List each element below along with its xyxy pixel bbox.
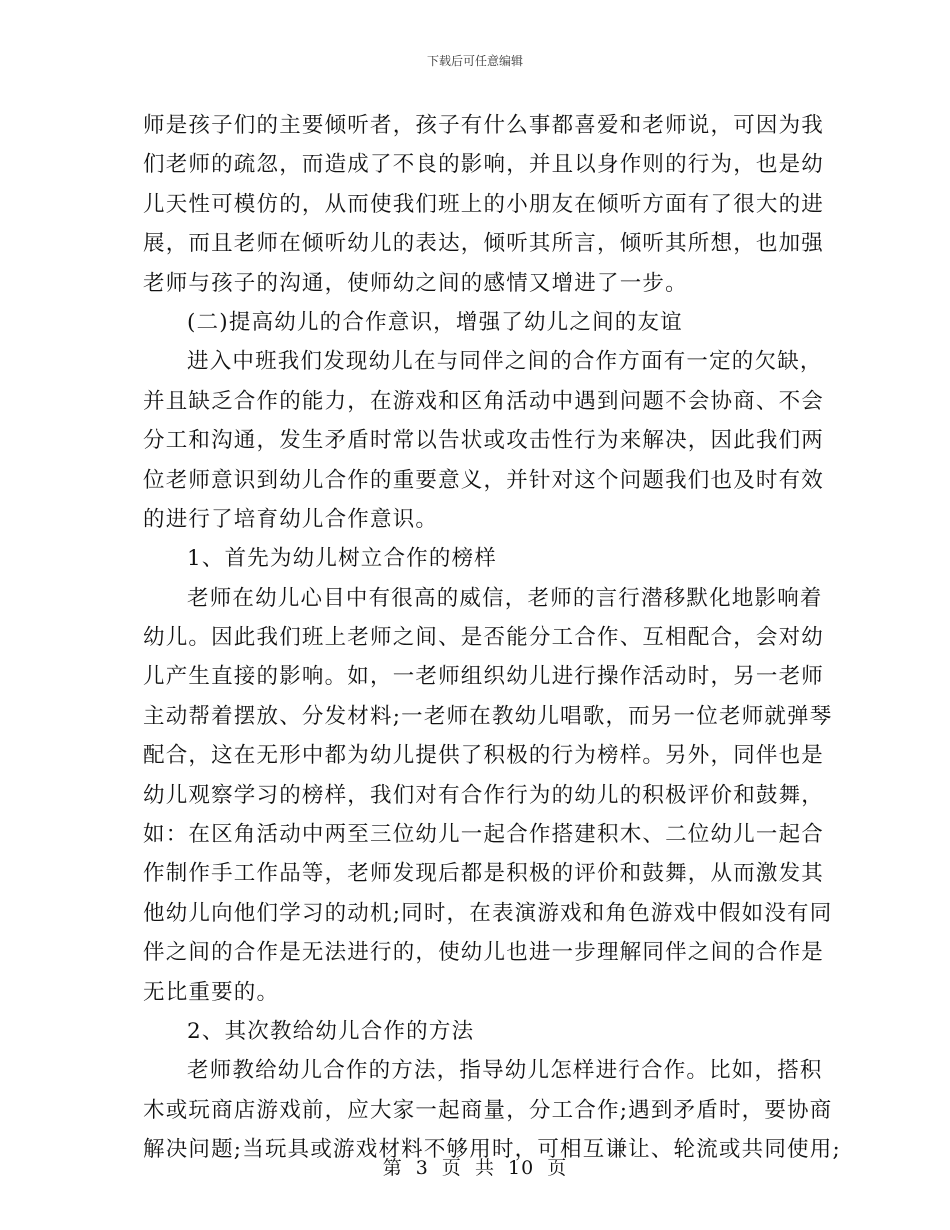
text-line: 木或玩商店游戏前，应大家一起商量，分工合作;遇到矛盾时，要协商: [143, 1097, 833, 1123]
text-line: 主动帮着摆放、分发材料;一老师在教幼儿唱歌，而另一位老师就弹琴: [143, 703, 833, 729]
text-line: 作制作手工作品等，老师发现后都是积极的评价和鼓舞，从而激发其: [143, 861, 825, 887]
text-line: 幼儿。因此我们班上老师之间、是否能分工合作、互相配合，会对幼: [143, 625, 825, 651]
body-text: [143, 106, 841, 1170]
footer-current-page: 3: [415, 1157, 429, 1179]
text-line: 幼儿观察学习的榜样，我们对有合作行为的幼儿的积极评价和鼓舞，: [143, 782, 825, 808]
page-header-note: 下载后可任意编辑: [426, 54, 523, 68]
text-line: 儿天性可模仿的，从而使我们班上的小朋友在倾听方面有了很大的进: [143, 191, 825, 217]
text-line: 无比重要的。: [143, 979, 280, 1005]
page-footer: [0, 1153, 950, 1180]
text-line: 展，而且老师在倾听幼儿的表达，倾听其所言，倾听其所想，也加强: [143, 231, 825, 257]
text-line: 他幼儿向他们学习的动机;同时，在表演游戏和角色游戏中假如没有同: [143, 900, 833, 926]
footer-suffix: 页: [547, 1157, 568, 1179]
text-line: 1、首先为幼儿树立合作的榜样: [187, 546, 497, 572]
text-line: 并且缺乏合作的能力，在游戏和区角活动中遇到问题不会协商、不会: [143, 388, 825, 414]
text-line: (二)提高幼儿的合作意识，增强了幼儿之间的友谊: [187, 309, 683, 335]
text-line: 老师与孩子的沟通，使师幼之间的感情又增进了一步。: [143, 270, 688, 296]
text-line: 如：在区角活动中两至三位幼儿一起合作搭建积木、二位幼儿一起合: [143, 822, 825, 848]
text-line: 师是孩子们的主要倾听者，孩子有什么事都喜爱和老师说，可因为我: [143, 113, 825, 138]
text-line: 2、其次教给幼儿合作的方法: [187, 1018, 475, 1044]
text-line: 们老师的疏忽，而造成了不良的影响，并且以身作则的行为，也是幼: [143, 152, 825, 178]
text-line: 进入中班我们发现幼儿在与同伴之间的合作方面有一定的欠缺，: [187, 349, 823, 375]
footer-total-word: 共: [474, 1157, 495, 1179]
text-line: 儿产生直接的影响。如，一老师组织幼儿进行操作活动时，另一老师: [143, 664, 825, 690]
footer-prefix: 第: [382, 1157, 403, 1179]
text-line: 配合，这在无形中都为幼儿提供了积极的行为榜样。另外，同伴也是: [143, 743, 825, 769]
text-line: 老师教给幼儿合作的方法，指导幼儿怎样进行合作。比如，搭积: [187, 1058, 823, 1084]
text-line: 分工和沟通，发生矛盾时常以告状或攻击性行为来解决，因此我们两: [143, 428, 825, 454]
footer-total-pages: 10: [508, 1157, 535, 1179]
text-line: 的进行了培育幼儿合作意识。: [143, 506, 439, 532]
text-line: 伴之间的合作是无法进行的，使幼儿也进一步理解同伴之间的合作是: [143, 940, 825, 966]
text-line: 解决问题;当玩具或游戏材料不够用时，可相互谦让、轮流或共同使用;: [143, 1137, 841, 1163]
text-line: 位老师意识到幼儿合作的重要意义，并针对这个问题我们也及时有效: [143, 467, 825, 493]
text-line: 老师在幼儿心目中有很高的威信，老师的言行潜移默化地影响着: [187, 585, 823, 611]
footer-page-word: 页: [441, 1157, 462, 1179]
